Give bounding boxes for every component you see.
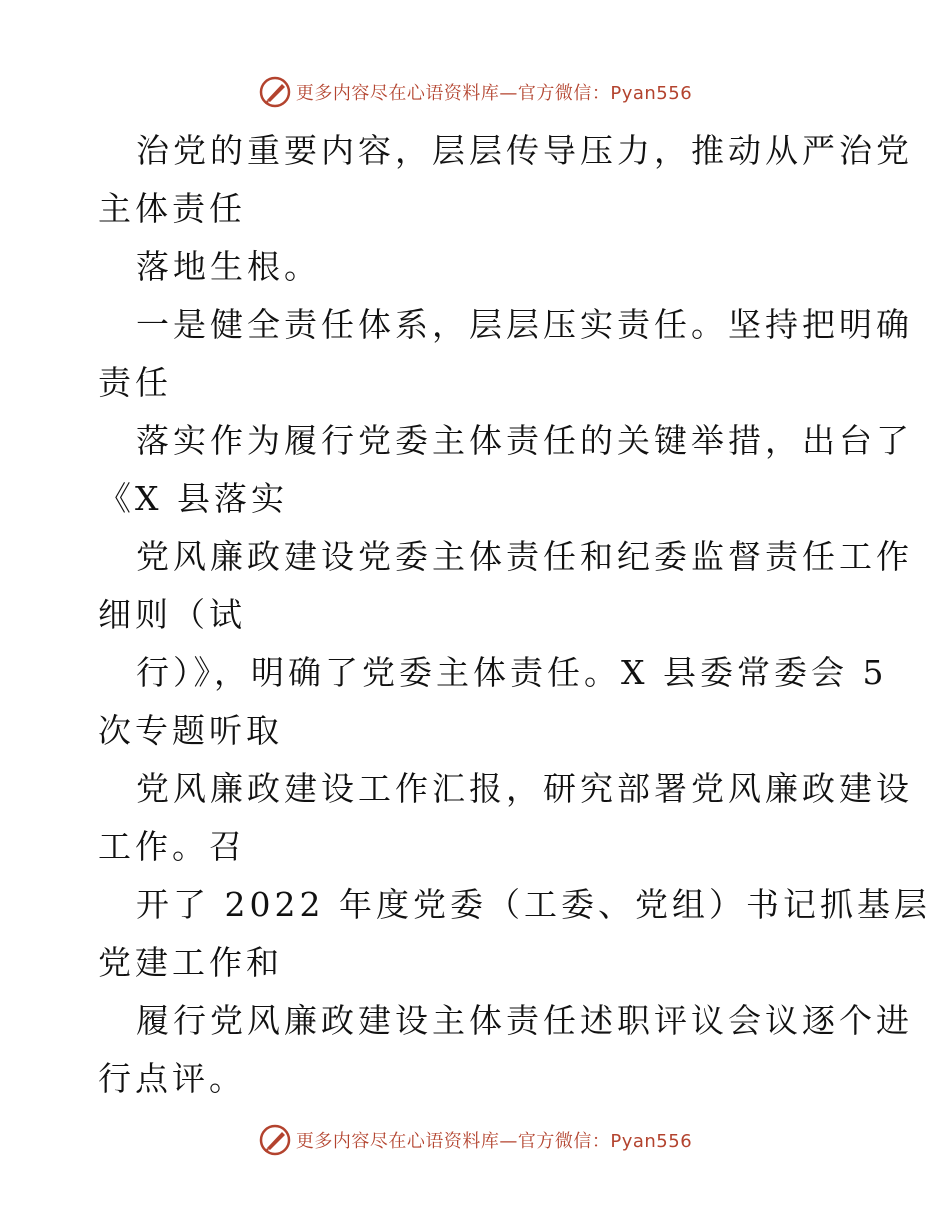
body-line: 落实作为履行党委主体责任的关键举措，出台了 bbox=[136, 421, 913, 460]
watermark-text: 更多内容尽在心语资料库—官方微信：Pyan556 bbox=[295, 1131, 693, 1152]
body-line: 党建工作和 bbox=[98, 943, 283, 982]
body-line: 责任 bbox=[98, 363, 172, 402]
footer-watermark bbox=[0, 1120, 950, 1160]
document-body bbox=[98, 122, 931, 1108]
quill-pen-logo-icon bbox=[258, 1123, 292, 1157]
body-line: 主体责任 bbox=[98, 189, 246, 228]
body-line: 党风廉政建设工作汇报，研究部署党风廉政建设 bbox=[136, 769, 913, 808]
body-line: 细则（试 bbox=[98, 595, 246, 634]
body-line: 行点评。 bbox=[98, 1059, 246, 1098]
body-line: 党风廉政建设党委主体责任和纪委监督责任工作 bbox=[136, 537, 913, 576]
watermark-text: 更多内容尽在心语资料库—官方微信：Pyan556 bbox=[295, 83, 693, 104]
body-line: 履行党风廉政建设主体责任述职评议会议逐个进 bbox=[136, 1001, 913, 1040]
body-line: 治党的重要内容，层层传导压力，推动从严治党 bbox=[136, 131, 913, 170]
header-watermark bbox=[0, 72, 950, 112]
body-line: 工作。召 bbox=[98, 827, 246, 866]
body-line: 一是健全责任体系，层层压实责任。坚持把明确 bbox=[136, 305, 913, 344]
body-line: 落地生根。 bbox=[136, 247, 321, 286]
body-line: 次专题听取 bbox=[98, 711, 283, 750]
body-line: 开了 2022 年度党委（工委、党组）书记抓基层 bbox=[136, 885, 931, 924]
body-line: 行）》，明确了党委主体责任。X 县委常委会 5 bbox=[136, 653, 888, 692]
quill-pen-logo-icon bbox=[258, 75, 292, 109]
body-line: 《X 县落实 bbox=[98, 479, 288, 518]
